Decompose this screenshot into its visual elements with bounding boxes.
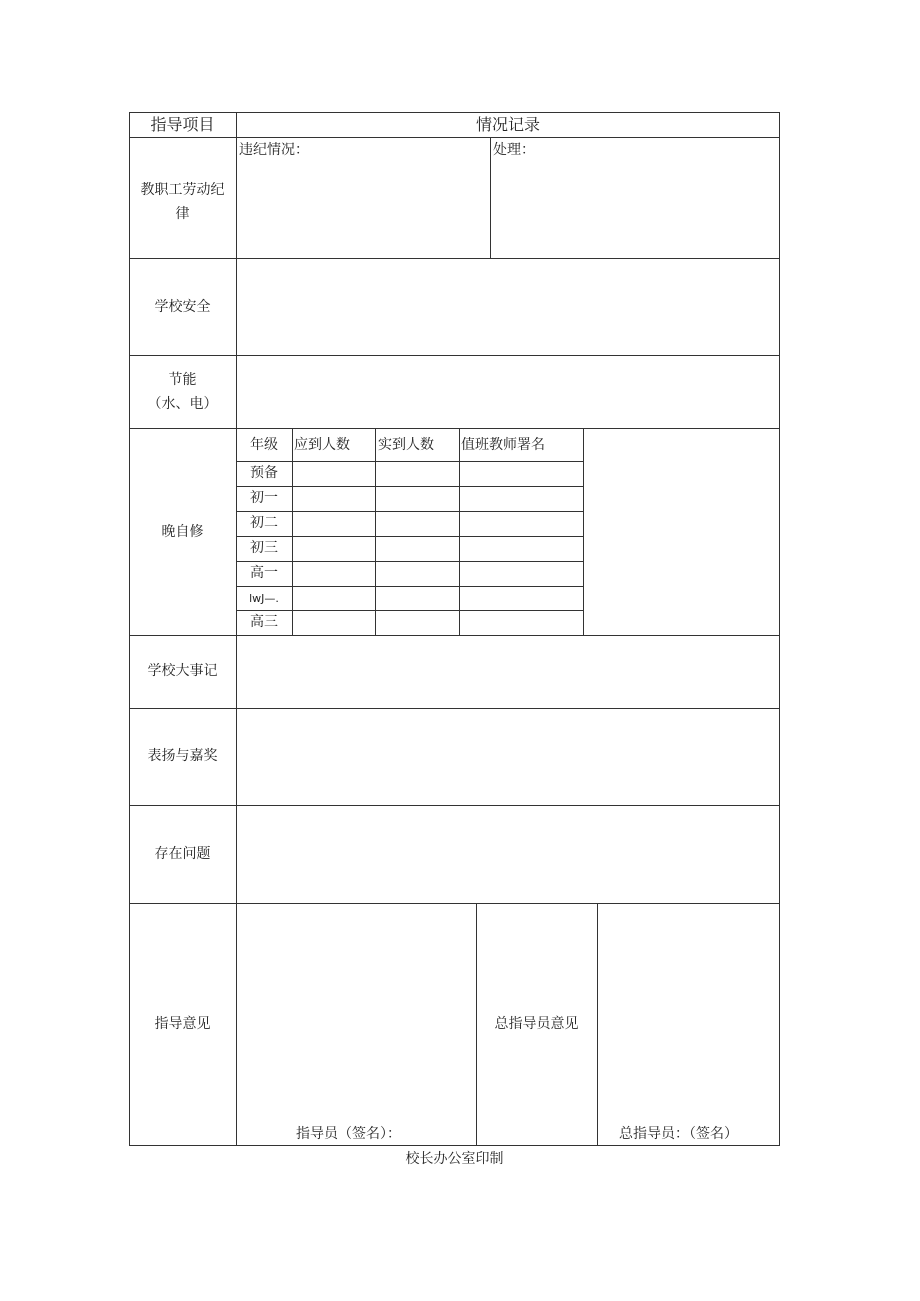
problems-field[interactable] — [237, 806, 779, 903]
problems-label: 存在问题 — [154, 846, 211, 862]
grade-label: lwJ—. — [249, 592, 279, 605]
chief-opinion-field[interactable] — [598, 904, 779, 1122]
header-row-divider — [129, 137, 780, 138]
energy-field[interactable] — [237, 356, 779, 428]
actual-col-divider — [459, 428, 460, 635]
col-expected: 应到人数 — [294, 437, 350, 453]
evening-row4-divider — [236, 561, 583, 562]
header-record-label: 情况记录 — [475, 115, 540, 134]
evening-study-label: 晚自修 — [161, 524, 204, 540]
grade-label: 初一 — [250, 490, 278, 506]
events-label: 学校大事记 — [147, 663, 218, 679]
violation-label: 违纪情况： — [239, 142, 309, 158]
grade-label: 初三 — [250, 540, 278, 556]
handling-field[interactable] — [491, 160, 779, 258]
grade-label: 高一 — [250, 565, 278, 581]
safety-field[interactable] — [237, 259, 779, 355]
expected-col-divider — [375, 428, 376, 635]
energy-label-line1: 节能 — [168, 372, 197, 388]
col-actual: 实到人数 — [378, 437, 434, 453]
evening-remarks-field[interactable] — [584, 429, 779, 635]
col-signature: 值班教师署名 — [461, 437, 545, 453]
evening-row6-divider — [236, 610, 583, 611]
evening-row1-divider — [236, 486, 583, 487]
evening-row5-divider — [236, 586, 583, 587]
discipline-label-line1: 教职工劳动纪 — [140, 182, 225, 198]
events-field[interactable] — [237, 636, 779, 708]
opinion-field[interactable] — [237, 904, 476, 1122]
grade-col-divider — [292, 428, 293, 635]
chief-signer-label: 总指导员：（签名） — [619, 1126, 738, 1142]
violation-field[interactable] — [237, 160, 490, 258]
safety-label: 学校安全 — [154, 299, 211, 315]
discipline-label-line2: 律 — [175, 206, 190, 222]
signer-label: 指导员（签名）： — [296, 1126, 401, 1142]
grade-label: 高三 — [250, 614, 278, 630]
header-item-label: 指导项目 — [150, 115, 215, 134]
grade-label: 预备 — [250, 465, 278, 481]
energy-label-line2: （水、电） — [147, 396, 218, 412]
praise-field[interactable] — [237, 709, 779, 805]
grade-label: 初二 — [250, 515, 278, 531]
col-grade: 年级 — [250, 437, 278, 453]
praise-label: 表扬与嘉奖 — [147, 748, 218, 764]
handling-label: 处理： — [493, 142, 535, 158]
evening-row2-divider — [236, 511, 583, 512]
opinion-label: 指导意见 — [154, 1016, 211, 1032]
evening-header-divider — [236, 461, 583, 462]
chief-opinion-label: 总指导员意见 — [494, 1016, 579, 1032]
footer-note: 校长办公室印制 — [405, 1151, 504, 1167]
evening-row3-divider — [236, 536, 583, 537]
